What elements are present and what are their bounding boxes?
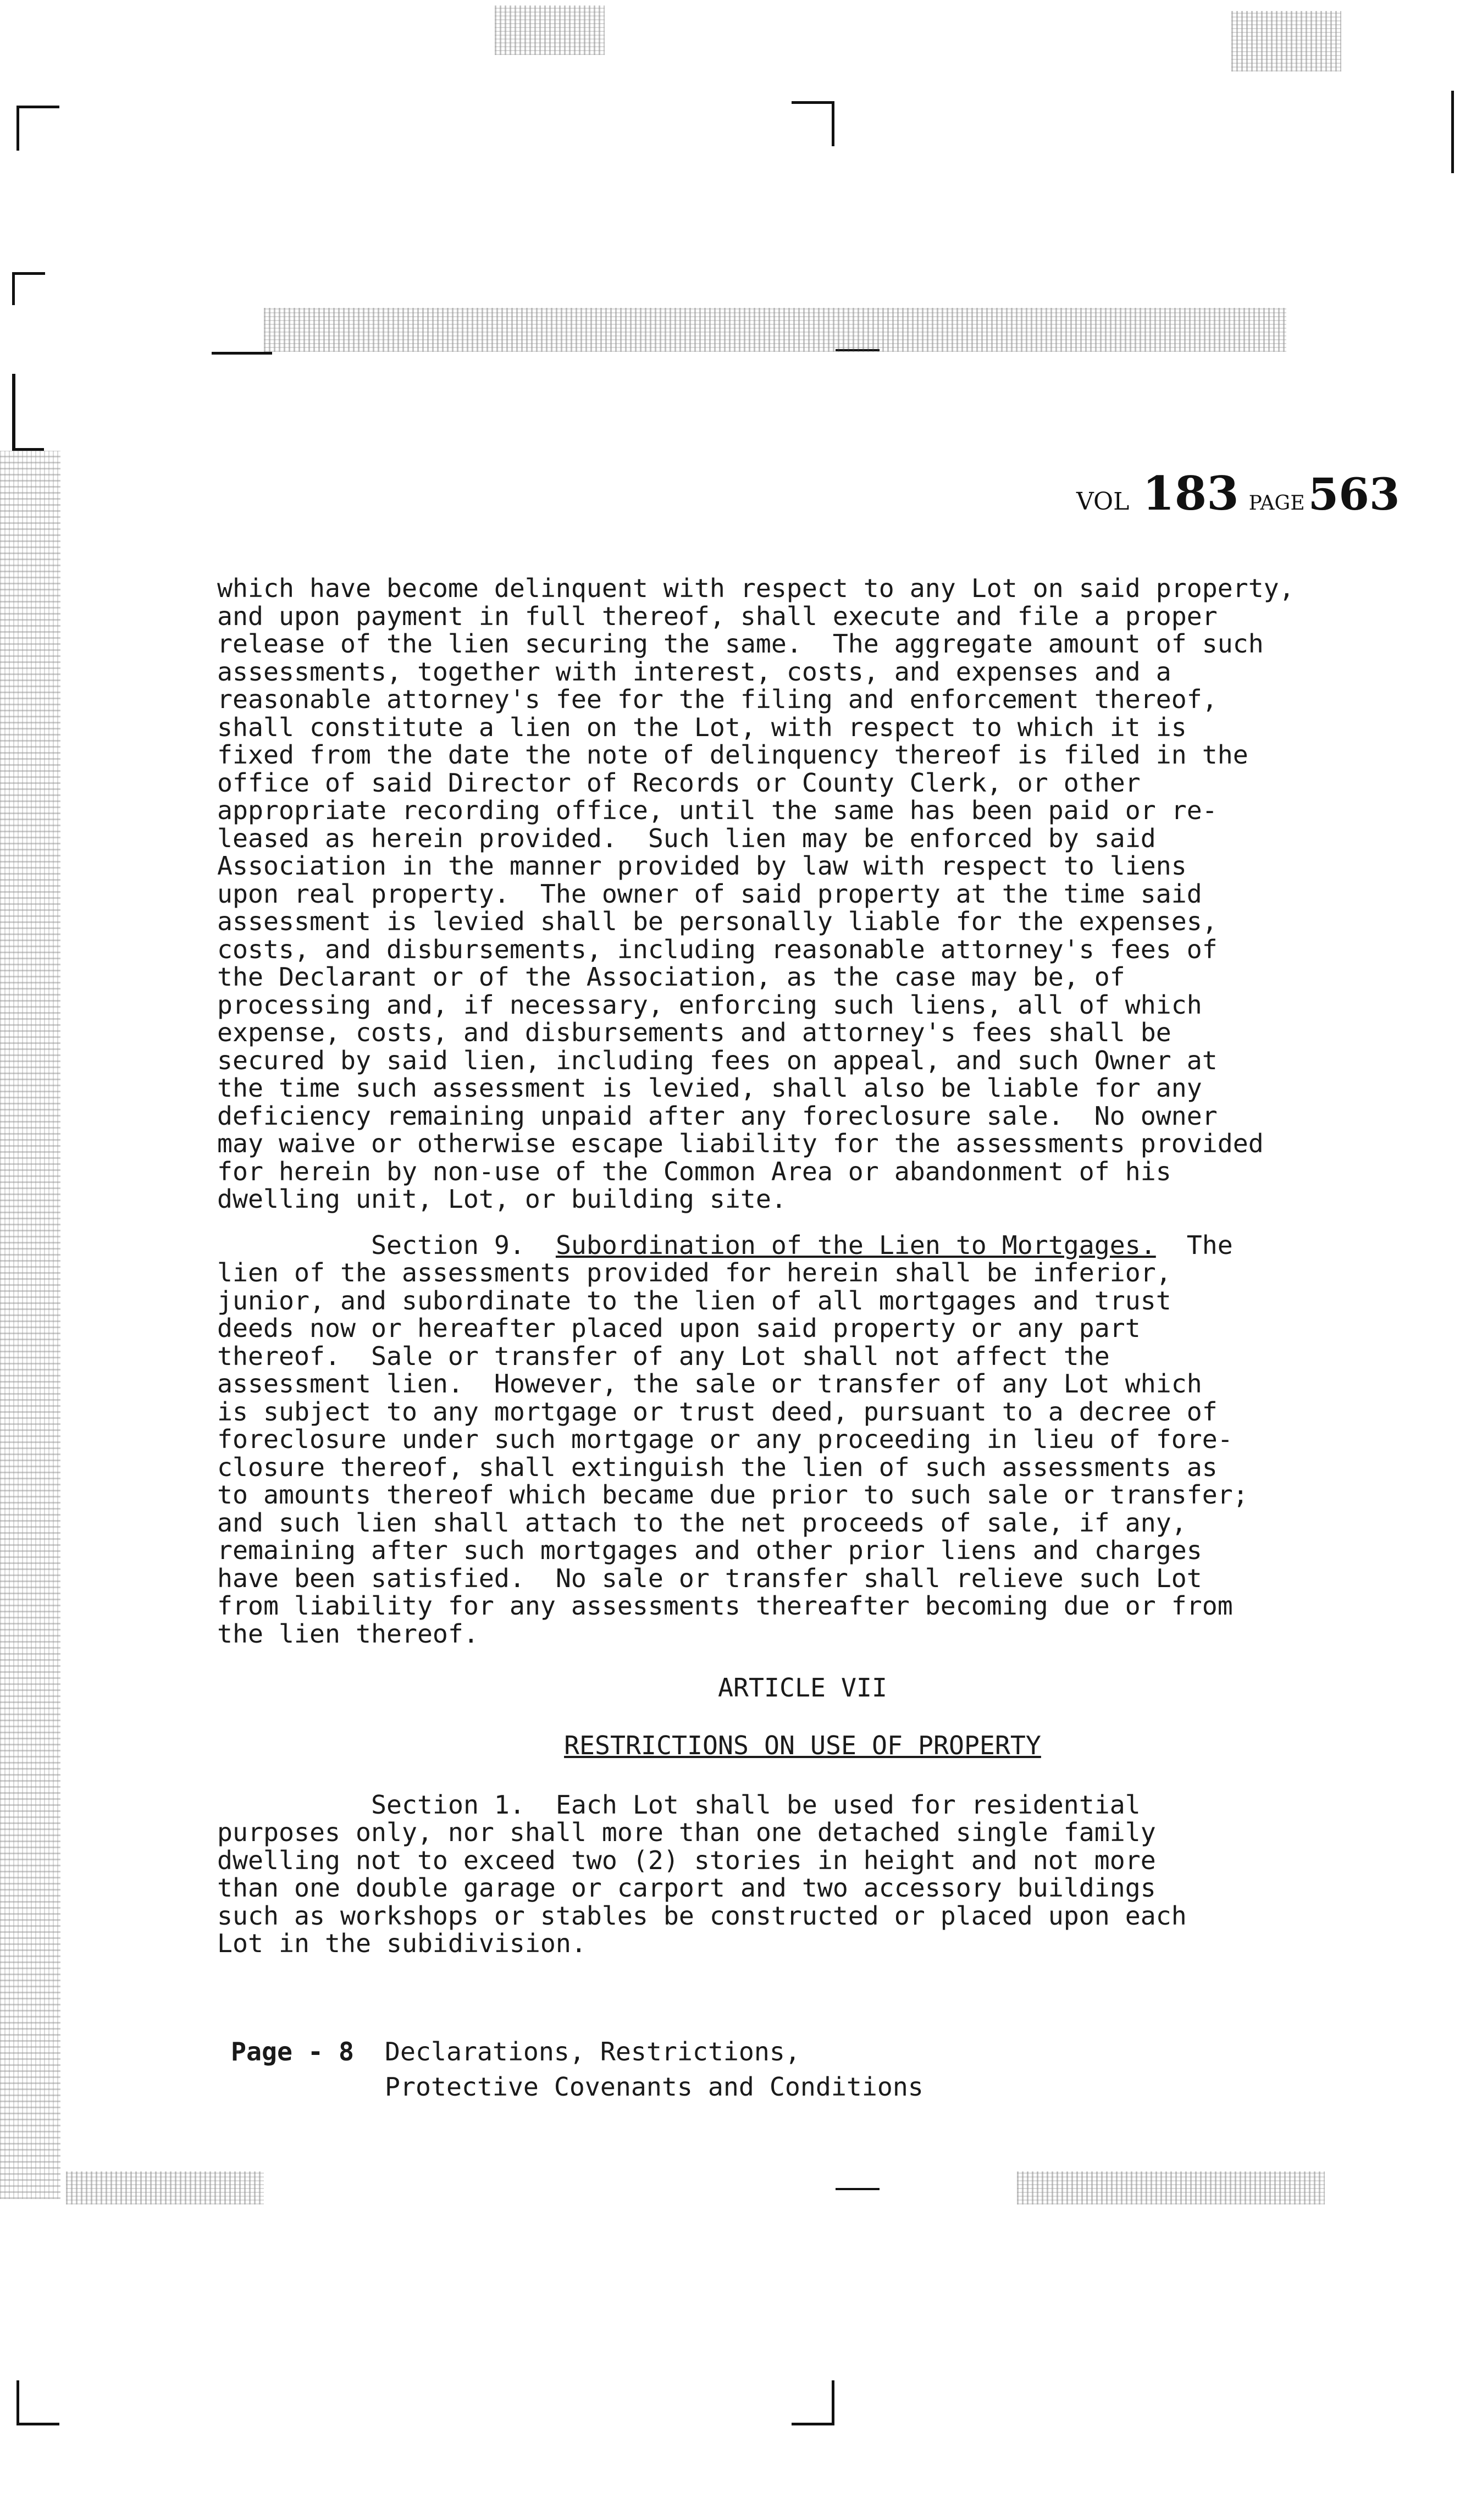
- scan-noise-top: [264, 308, 1286, 352]
- text-line: foreclosure under such mortgage or any proceeding in lieu of fore-: [217, 1424, 1233, 1454]
- page-label: PAGE: [1248, 492, 1305, 515]
- text-line: which have become delinquent with respect to any Lot on said property,: [217, 573, 1295, 603]
- assessment-lien-paragraph: [217, 574, 1388, 1213]
- text-line: the time such assessment is levied, shall also be liable for any: [217, 1073, 1202, 1103]
- section-9-first-line-tail: The: [1186, 1230, 1233, 1260]
- text-line: junior, and subordinate to the lien of all mortgages and trust: [217, 1285, 1171, 1316]
- text-line: and upon payment in full thereof, shall execute and file a proper: [217, 601, 1218, 631]
- section-1-first-line-tail: Each Lot shall be used for residential: [555, 1790, 1141, 1820]
- corner-mark-bottom-left-v: [16, 2380, 19, 2425]
- scan-noise-left-edge: [0, 451, 60, 2199]
- text-line: the Declarant or of the Association, as the case may be, of: [217, 962, 1125, 992]
- volume-label: VOL: [1076, 488, 1130, 516]
- text-line: secured by said lien, including fees on appeal, and such Owner at: [217, 1045, 1218, 1075]
- footer-page-label: Page - 8: [231, 2037, 354, 2066]
- footer-title-line-1: Declarations, Restrictions,: [384, 2037, 800, 2066]
- section-9-body: [217, 1259, 1388, 1648]
- scan-noise-top-center: [495, 5, 605, 55]
- text-line: deeds now or hereafter placed upon said property or any part: [217, 1313, 1141, 1343]
- text-line: than one double garage or carport and two accessory buildings: [217, 1873, 1156, 1903]
- corner-mark-top-left-h: [16, 106, 59, 108]
- text-line: for herein by non-use of the Common Area or abandonment of his: [217, 1156, 1171, 1186]
- text-line: expense, costs, and disbursements and attorney's fees shall be: [217, 1018, 1171, 1047]
- section-1-lead: Section 1.: [370, 1790, 525, 1820]
- text-line: reasonable attorney's fee for the filing and enforcement thereof,: [217, 684, 1218, 714]
- text-line: costs, and disbursements, including reasonable attorney's fees of: [217, 934, 1218, 964]
- text-line: Association in the manner provided by law with respect to liens: [217, 851, 1187, 881]
- text-line: dwelling not to exceed two (2) stories in height and not more: [217, 1845, 1156, 1875]
- scan-noise-bottom-left: [66, 2171, 264, 2204]
- volume-page-stamp: [1076, 466, 1400, 521]
- text-line: closure thereof, shall extinguish the lien of such assessments as: [217, 1452, 1218, 1482]
- text-line: deficiency remaining unpaid after any foreclosure sale. No owner: [217, 1101, 1218, 1131]
- section-9-first-line: [217, 1231, 1388, 1259]
- volume-number: 183: [1142, 466, 1239, 521]
- binding-bracket: [12, 374, 15, 451]
- section-1-body: [217, 1819, 1388, 1958]
- corner-mark-top-left-v: [16, 106, 19, 151]
- section-1-first-line: [217, 1791, 1388, 1819]
- text-line: have been satisfied. No sale or transfer shall relieve such Lot: [217, 1563, 1202, 1593]
- text-line: remaining after such mortgages and other prior liens and charges: [217, 1535, 1202, 1565]
- text-line: dwelling unit, Lot, or building site.: [217, 1184, 787, 1214]
- text-line: leased as herein provided. Such lien may be enforced by said: [217, 823, 1156, 853]
- text-line: processing and, if necessary, enforcing such liens, all of which: [217, 990, 1202, 1020]
- article-subtitle-text: RESTRICTIONS ON USE OF PROPERTY: [564, 1731, 1041, 1760]
- text-line: office of said Director of Records or County Clerk, or other: [217, 767, 1141, 798]
- section-9-heading: Subordination of the Lien to Mortgages.: [555, 1230, 1156, 1260]
- text-line: such as workshops or stables be constructed or placed upon each: [217, 1900, 1187, 1931]
- corner-mark-bottom-center-h: [792, 2423, 834, 2425]
- text-line: release of the lien securing the same. The aggregate amount of such: [217, 629, 1264, 659]
- text-line: assessment is levied shall be personally liable for the expenses,: [217, 907, 1218, 936]
- scan-dash-top: [212, 352, 272, 355]
- corner-mark-bottom-left-h: [16, 2423, 59, 2425]
- text-line: to amounts thereof which became due prior to such sale or transfer;: [217, 1480, 1248, 1510]
- text-line: lien of the assessments provided for herein shall be inferior,: [217, 1258, 1171, 1287]
- page-footer: [231, 2034, 923, 2104]
- scan-noise-top-right: [1231, 11, 1341, 71]
- article-title: ARTICLE VII: [718, 1673, 887, 1703]
- corner-mark-top-center-h: [792, 101, 834, 104]
- text-line: assessment lien. However, the sale or transfer of any Lot which: [217, 1369, 1202, 1399]
- text-line: is subject to any mortgage or trust deed, pursuant to a decree of: [217, 1396, 1218, 1427]
- text-line: thereof. Sale or transfer of any Lot shall not affect the: [217, 1341, 1110, 1371]
- article-subtitle: [217, 1732, 1388, 1759]
- footer-title-line-2: Protective Covenants and Conditions: [384, 2072, 923, 2102]
- text-line: assessments, together with interest, costs, and expenses and a: [217, 656, 1171, 687]
- text-line: may waive or otherwise escape liability for the assessments provided: [217, 1129, 1264, 1158]
- text-line: purposes only, nor shall more than one detached single family: [217, 1817, 1156, 1847]
- text-line: appropriate recording office, until the same has been paid or re-: [217, 795, 1218, 825]
- text-line: and such lien shall attach to the net proceeds of sale, if any,: [217, 1507, 1187, 1538]
- text-line: upon real property. The owner of said property at the time said: [217, 878, 1202, 909]
- scan-noise-bottom-right: [1017, 2171, 1325, 2204]
- corner-mark-left-2-v: [12, 272, 15, 305]
- corner-mark-left-2-h: [12, 272, 45, 275]
- corner-mark-top-center-v: [832, 101, 834, 146]
- text-line: the lien thereof.: [217, 1618, 479, 1649]
- section-9-lead: Section 9.: [370, 1230, 525, 1260]
- text-line: shall constitute a lien on the Lot, with respect to which it is: [217, 712, 1187, 742]
- scan-dash-bottom: [836, 2188, 880, 2190]
- text-line: fixed from the date the note of delinquency thereof is filed in the: [217, 740, 1248, 770]
- right-edge-mark: [1451, 91, 1454, 173]
- corner-mark-bottom-center-v: [832, 2380, 834, 2425]
- text-line: Lot in the subidivision.: [217, 1928, 587, 1958]
- text-line: from liability for any assessments thereafter becoming due or from: [217, 1591, 1233, 1621]
- page-number: 563: [1308, 468, 1400, 520]
